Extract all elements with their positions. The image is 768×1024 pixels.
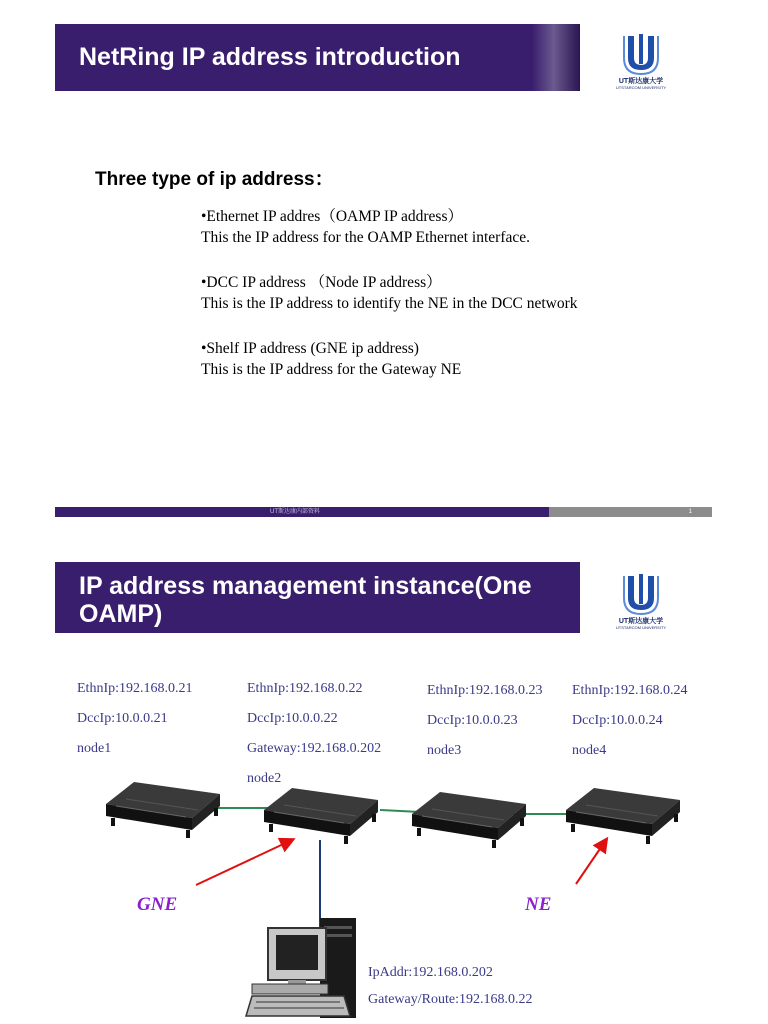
logo-caption: UT斯达康大学 <box>618 78 664 85</box>
node3-labels <box>427 676 543 766</box>
node4-shelf-icon <box>566 788 680 844</box>
bullet-shelf-ip-line2: This is the IP address for the Gateway NE <box>201 361 462 378</box>
node1-eth-ip: EthnIp:192.168.0.21 <box>77 681 193 696</box>
node1-name: node1 <box>77 741 112 756</box>
footer-grey-segment <box>549 507 712 517</box>
slide1-footer <box>55 507 712 517</box>
utstarcom-logo <box>606 32 676 92</box>
node4-dcc-ip: DccIp:10.0.0.24 <box>572 713 663 728</box>
slide2-title: IP address management instance(One OAMP) <box>79 572 532 628</box>
slide1-title-bar <box>55 24 580 91</box>
bullet-shelf-ip <box>201 338 461 380</box>
node3-dcc-ip: DccIp:10.0.0.23 <box>427 713 518 728</box>
ne-label: NE <box>525 894 552 915</box>
node2-gateway: Gateway:192.168.0.202 <box>247 741 382 756</box>
bullet-ethernet-ip-line2: This the IP address for the OAMP Ethernet interface. <box>201 229 530 246</box>
bullet-ethernet-ip <box>201 206 530 248</box>
logo-caption: UT斯达康大学 <box>618 618 664 625</box>
pc-labels <box>368 959 532 1013</box>
footer-text: UT斯达康内部资料 <box>270 509 320 515</box>
pc-gateway: Gateway/Route:192.168.0.22 <box>368 992 533 1007</box>
node3-shelf-icon <box>412 792 526 848</box>
title-bar-accent <box>532 24 580 91</box>
node1-labels <box>77 674 193 764</box>
pc-ip-address: IpAddr:192.168.0.202 <box>368 965 493 980</box>
node2-dcc-ip: DccIp:10.0.0.22 <box>247 711 338 726</box>
bullet-dcc-ip <box>201 272 578 314</box>
node2-name: node2 <box>247 771 282 786</box>
node4-labels <box>572 676 688 766</box>
node1-shelf-icon <box>106 782 220 838</box>
node2-shelf-icon <box>264 788 378 844</box>
link-node2-node3 <box>380 810 420 812</box>
node1-dcc-ip: DccIp:10.0.0.21 <box>77 711 168 726</box>
slide1-subtitle: Three type of ip address： <box>95 169 334 190</box>
logo-u-icon <box>606 572 676 616</box>
slide2-title-bar <box>55 562 580 633</box>
node3-eth-ip: EthnIp:192.168.0.23 <box>427 683 543 698</box>
node2-eth-ip: EthnIp:192.168.0.22 <box>247 681 363 696</box>
logo-u-icon <box>606 32 676 76</box>
node3-name: node3 <box>427 743 462 758</box>
bullet-dcc-ip-line1: •DCC IP address （Node IP address） <box>201 274 442 291</box>
logo-subcaption: UTSTARCOM UNIVERSITY <box>615 625 667 630</box>
gne-arrow-icon <box>196 840 292 885</box>
gne-label: GNE <box>137 894 178 915</box>
ne-arrow-icon <box>576 840 606 884</box>
utstarcom-logo-2 <box>606 572 676 632</box>
bullet-dcc-ip-line2: This is the IP address to identify the NE in the DCC network <box>201 295 578 312</box>
node4-eth-ip: EthnIp:192.168.0.24 <box>572 683 688 698</box>
bullet-shelf-ip-line1: •Shelf IP address (GNE ip address) <box>201 340 419 357</box>
logo-subcaption: UTSTARCOM UNIVERSITY <box>615 85 667 90</box>
slide1-title: NetRing IP address introduction <box>79 43 461 71</box>
node4-name: node4 <box>572 743 607 758</box>
page-number: 1 <box>688 509 692 515</box>
pc-icon <box>246 918 356 1018</box>
bullet-ethernet-ip-line1: •Ethernet IP addres（OAMP IP address） <box>201 208 463 225</box>
